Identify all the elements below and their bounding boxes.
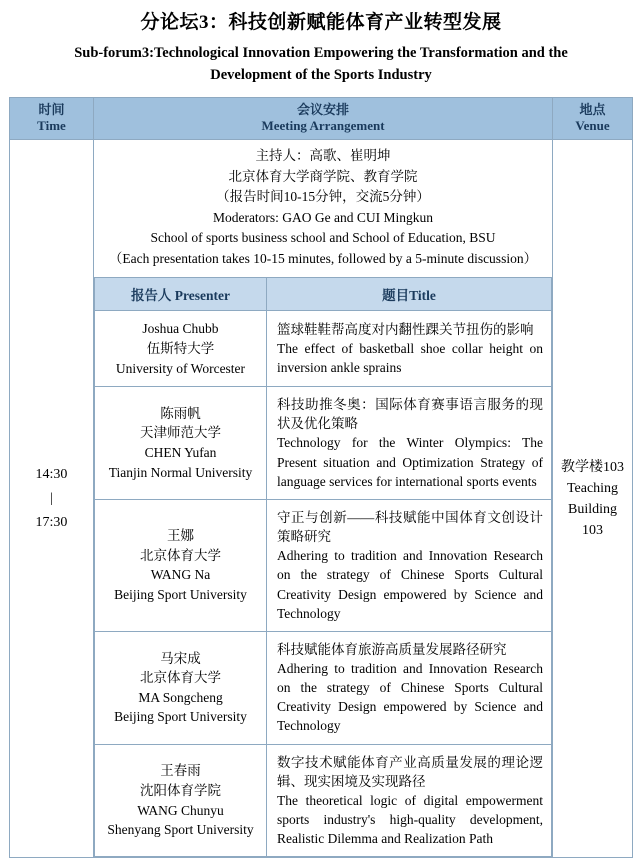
moderators-line-3: （报告时间10-15分钟，交流5分钟）	[216, 189, 430, 205]
presentations-header-row	[95, 278, 552, 311]
topic-cell	[267, 311, 552, 387]
moderators-block	[94, 140, 552, 277]
page-title-english-line2: Development of the Sports Industry	[210, 67, 432, 84]
header-venue	[553, 97, 633, 140]
time-start: 14:30	[35, 467, 68, 483]
time-cell	[10, 140, 94, 858]
table-body-row	[10, 140, 633, 858]
time-separator: |	[50, 490, 53, 506]
presenter-name-en: CHEN Yufan	[144, 445, 217, 461]
topic-cell	[267, 387, 552, 500]
subheader-topic: 题目Title	[267, 278, 552, 311]
table-row	[95, 631, 552, 744]
topic-cell	[267, 744, 552, 857]
presenter-cell	[95, 311, 267, 387]
topic-en: The theoretical logic of digital empowerment sports industry's high-quality development, Realistic Dilemma and Realization Path	[277, 792, 543, 847]
topic-cn: 数字技术赋能体育产业高质量发展的理论逻辑、现实困境及实现路径	[277, 754, 543, 789]
topic-en: Adhering to tradition and Innovation Research on the strategy of Chinese Sports Cultural Creativity Design empowered by Science and Technology	[277, 661, 543, 734]
topic-cn: 科技赋能体育旅游高质量发展路径研究	[277, 641, 507, 657]
table-row	[95, 499, 552, 631]
presenter-name-cn: 王春雨	[160, 763, 201, 779]
presenter-name-en: Joshua Chubb	[142, 321, 219, 337]
venue-en-line1: Teaching	[566, 480, 619, 496]
table-header-row	[10, 97, 633, 140]
page-title-english	[16, 42, 626, 87]
topic-en: The effect of basketball shoe collar height on inversion ankle sprains	[277, 341, 543, 376]
agenda-table	[9, 97, 633, 858]
topic-cn: 科技助推冬奥：国际体育赛事语言服务的现状及优化策略	[277, 397, 543, 432]
topic-en: Adhering to tradition and Innovation Research on the strategy of Chinese Sports Cultural Creativity Design empowered by Science and Technology	[277, 548, 543, 621]
presenter-cell	[95, 631, 267, 744]
header-time	[10, 97, 94, 140]
presenter-university-cn: 北京体育大学	[140, 670, 221, 686]
moderators-line-6: （Each presentation takes 10-15 minutes, followed by a 5-minute discussion）	[108, 250, 538, 266]
time-end: 17:30	[35, 514, 68, 530]
presenter-name-cn: 陈雨帆	[160, 405, 201, 421]
header-venue-en: Venue	[575, 118, 610, 134]
header-time-en: Time	[37, 118, 66, 134]
moderators-line-1: 主持人：高歌、崔明坤	[255, 148, 391, 164]
topic-cn: 篮球鞋鞋帮高度对内翻性踝关节扭伤的影响	[277, 322, 534, 338]
venue-cell	[553, 140, 633, 858]
header-arrangement-en: Meeting Arrangement	[261, 118, 385, 134]
header-arrangement-cn: 会议安排	[296, 101, 349, 117]
arrangement-cell	[94, 140, 553, 858]
table-row	[95, 311, 552, 387]
presenter-name-en: MA Songcheng	[138, 689, 223, 705]
venue-en-line3: 103	[582, 522, 603, 538]
presenter-university-en: Beijing Sport University	[114, 709, 247, 725]
header-arrangement	[94, 97, 553, 140]
table-row	[95, 387, 552, 500]
presenter-university-cn: 北京体育大学	[140, 547, 221, 563]
presenter-name-cn: 王娜	[167, 528, 194, 544]
moderators-line-4: Moderators: GAO Ge and CUI Mingkun	[212, 209, 434, 225]
venue-en-line2: Building	[567, 501, 617, 517]
moderators-line-2: 北京体育大学商学院、教育学院	[228, 168, 418, 184]
presenter-university-cn: 伍斯特大学	[146, 341, 215, 357]
presenter-university-cn: 天津师范大学	[140, 425, 221, 441]
page-title-english-line1: Sub-forum3:Technological Innovation Empowering the Transformation and the	[74, 44, 568, 61]
presenter-name-en: WANG Chunyu	[137, 802, 224, 818]
presenter-cell	[95, 744, 267, 857]
topic-cell	[267, 499, 552, 631]
page-title-chinese: 分论坛3：科技创新赋能体育产业转型发展	[140, 12, 502, 33]
subheader-presenter: 报告人 Presenter	[95, 278, 267, 311]
presenter-university-en: Shenyang Sport University	[107, 822, 254, 838]
title-block	[0, 0, 642, 91]
topic-cell	[267, 631, 552, 744]
presenter-university-cn: 沈阳体育学院	[140, 782, 221, 798]
venue-cn: 教学楼103	[561, 459, 624, 475]
topic-en: Technology for the Winter Olympics: The Present situation and Optimization Strategy of language services for international sports events	[277, 435, 543, 489]
presenter-cell	[95, 387, 267, 500]
table-row	[95, 744, 552, 857]
topic-cn: 守正与创新——科技赋能中国体育文创设计策略研究	[277, 509, 543, 545]
presenter-name-en: WANG Na	[150, 567, 211, 583]
header-time-cn: 时间	[38, 101, 65, 117]
presenter-university-en: Beijing Sport University	[114, 586, 247, 602]
presentations-table	[94, 277, 552, 857]
moderators-line-5: School of sports business school and School of Education, BSU	[150, 230, 496, 246]
header-venue-cn: 地点	[579, 101, 606, 117]
presenter-name-cn: 马宋成	[160, 650, 201, 666]
presenter-university-en: Tianjin Normal University	[108, 464, 253, 480]
presenter-university-en: University of Worcester	[115, 360, 246, 376]
presenter-cell	[95, 499, 267, 631]
